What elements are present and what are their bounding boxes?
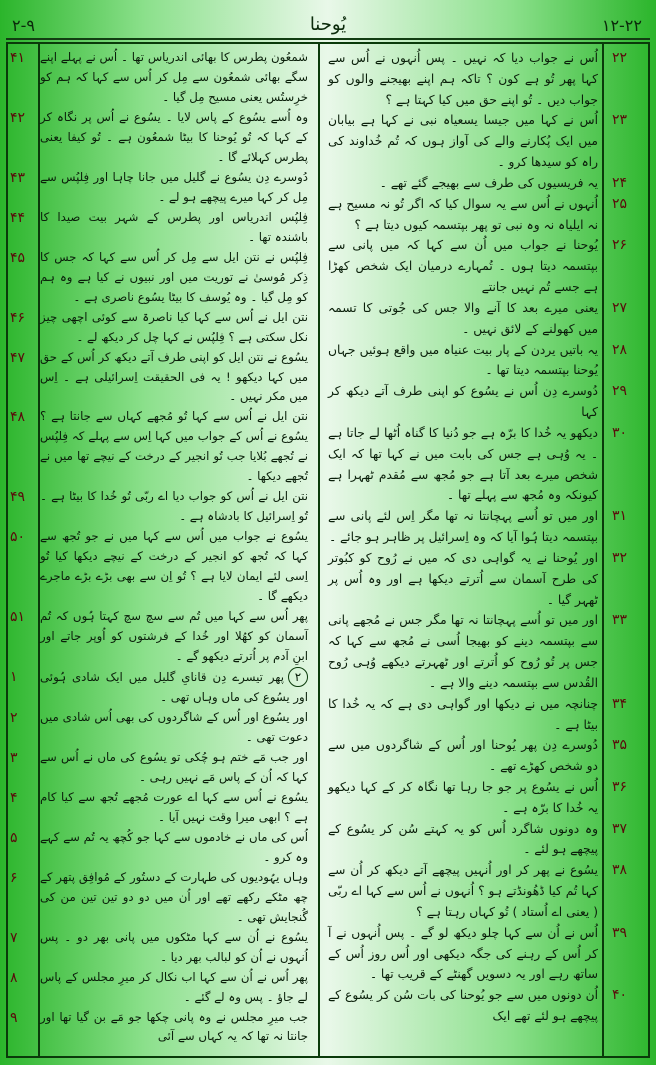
- verse-text: [40, 868, 308, 928]
- verse-body: اُس نے یسُوع پر جو جا رہا تھا نگاہ کر کے کہا دیکھو یہ خُدا کا برّہ ہے ۔: [328, 779, 598, 815]
- verse-body: اُس کی ماں نے خادموں سے کہا جو کُچھ یہ تُم سے کہے وہ کرو ۔: [40, 829, 308, 864]
- verse-number: ۲۹: [612, 383, 628, 400]
- verse-number: ۴۹: [10, 489, 26, 506]
- verse-number: ۵: [10, 829, 18, 846]
- verse-number: ۴۷: [10, 349, 26, 366]
- verse-number: ۲۲: [612, 50, 628, 66]
- verse-number: ۲۷: [612, 299, 628, 316]
- verse-body: یُوحنا نے جواب میں اُن سے کہا کہ میں پانی سے بپتسمہ دیتا ہوں ۔ تُمہارے درمیان ایک شخص کھڑا ہے جسے تُم نہیں جانتے: [328, 238, 598, 295]
- verse-body: دُوسرے دِن پھر یُوحنا اور اُس کے شاگردوں میں سے دو شخص کھڑے تھے ۔: [328, 738, 598, 774]
- chapter-range-right: ۱۲-۲۲: [601, 16, 642, 35]
- verse-text: [40, 108, 308, 168]
- verse-number: ۷: [10, 929, 18, 946]
- verse-text: [328, 860, 598, 922]
- verse-body: یسُوع نے نتن ایل کو اپنی طرف آتے دیکھ کر اُس کے حق میں کہا دیکھو ! یہ فی الحقیقت اِسرائیلی ہے ۔ اِس میں مکر نہیں ۔: [40, 349, 308, 404]
- verse-text: [328, 48, 598, 110]
- verse-number: ۳: [10, 749, 18, 766]
- verse-number: ۴۰: [612, 987, 628, 1004]
- verse-body: اور یُوحنا نے یہ گواہی دی کہ میں نے رُوح کو کبُوتر کی طرح آسمان سے اُترتے دیکھا ہے اور وہ اُس پر ٹھہر گیا ۔: [328, 550, 598, 607]
- verse-body: اور میں تو اُسے پہچانتا نہ تھا مگر جس نے مُجھے پانی سے بپتسمہ دینے کو بھیجا اُسی نے مُجھ سے کہا کہ جس پر تُو رُوح کو اُترتے اور ٹھہرتے دیکھے وُہی رُوح القُدس سے بپتسمہ دینے والا ہے ۔: [328, 613, 598, 690]
- verse-text: [40, 828, 308, 868]
- verse-text: [40, 308, 308, 348]
- verse-text: [40, 248, 308, 308]
- verse-body: پھر اُس سے کہا میں تُم سے سچ سچ کہتا ہُوں کہ تُم آسمان کو کھُلا اور خُدا کے فرشتوں کو اُوپر جاتے اور ابنِ آدم پر اُترتے دیکھو گے ۔: [40, 609, 308, 664]
- verse-text: [328, 194, 598, 236]
- verse-text: [40, 748, 308, 788]
- verse-body: چنانچہ میں نے دیکھا اور گواہی دی ہے کہ یہ خُدا کا بیٹا ہے ۔: [328, 696, 598, 732]
- verse-number: ۲۸: [612, 341, 628, 358]
- verse-text: [328, 548, 598, 610]
- verse-number: ۴۵: [10, 249, 26, 266]
- verse-body: یہ باتیں یردن کے پار بیت عنیاہ میں واقع ہوئیں جہاں یُوحنا بپتسمہ دیتا تھا ۔: [328, 342, 598, 378]
- verse-text: [328, 819, 598, 861]
- verse-number: ۸: [10, 969, 18, 986]
- verse-text: [328, 423, 598, 506]
- verse-text: [328, 506, 598, 548]
- verse-text: [40, 487, 308, 527]
- verse-body: دُوسرے دِن اُس نے یسُوع کو اپنی طرف آتے دیکھ کر کہا: [328, 384, 598, 420]
- verse-number: ۲۶: [612, 237, 628, 254]
- verse-body: وہ اُسے یسُوع کے پاس لایا ۔ یسُوع نے اُس پر نگاہ کر کے کہا کہ تُو یُوحنا کا بیٹا شمعُون ہے ۔ تُو کیفا یعنی پطرس کہلائے گا ۔: [40, 109, 308, 164]
- verse-text: [40, 527, 308, 607]
- verse-body: اور جب مَے ختم ہو چُکی تو یسُوع کی ماں نے اُس سے کہا کہ اُن کے پاس مَے نہیں رہی ۔: [40, 749, 308, 784]
- verse-body: جب میرِ مجلس نے وہ پانی چکھا جو مَے بن گیا تھا اور جانتا نہ تھا کہ یہ کہاں سے آئی: [40, 1009, 308, 1044]
- verse-body: یسُوع نے اُس سے کہا اے عورت مُجھے تُجھ سے کیا کام ہے ؟ ابھی میرا وقت نہیں آیا ۔: [40, 789, 308, 824]
- verse-text: [40, 168, 308, 208]
- verse-body: یسُوع نے اُن سے کہا مٹکوں میں پانی بھر دو ۔ پس اُنہوں نے اُن کو لبالب بھر دیا ۔: [40, 929, 308, 964]
- verse-number: ۳۱: [612, 508, 628, 525]
- verse-number: ۵۰: [10, 529, 26, 546]
- verse-text: [328, 298, 598, 340]
- verse-text: [40, 968, 308, 1008]
- verse-text: [328, 694, 598, 736]
- verse-body: اور میں تو اُسے پہچانتا نہ تھا مگر اِس لئے پانی سے بپتسمہ دیتا ہُوا آیا کہ وہ اِسرائیل پر ظاہر ہو جائے ۔: [328, 509, 598, 545]
- verse-number: ۴: [10, 789, 18, 806]
- verse-number: ۵۱: [10, 609, 26, 626]
- verse-number: ۳۶: [612, 778, 628, 795]
- verse-text: [40, 348, 308, 408]
- verse-number: ۳۰: [612, 424, 628, 441]
- verse-body: دُوسرے دِن یسُوع نے گلیل میں جانا چاہا اور فِلپُس سے مِل کر کہا میرے پیچھے ہو لے ۔: [40, 169, 308, 204]
- verse-text: [40, 208, 308, 248]
- verse-number: ۴۱: [10, 50, 26, 66]
- verse-body: دیکھو یہ خُدا کا برّہ ہے جو دُنیا کا گناہ اُٹھا لے جاتا ہے ۔ یہ وُہی ہے جس کی بابت میں نے کہا تھا کہ ایک شخص میرے بعد آتا ہے جو مُجھ سے مُقدم ٹھہرا ہے کیونکہ وہ مُجھ سے پہلے تھا ۔: [328, 425, 598, 503]
- verse-body: فِلپُس نے نتن ایل سے مِل کر اُس سے کہا کہ جس کا ذِکر مُوسیٰ نے توریت میں اور نبیوں نے کیا ہے وہ ہم کو مِل گیا ۔ وہ یُوسف کا بیٹا یسُوع ناصری ہے ۔: [40, 249, 308, 304]
- verse-number: ۴۴: [10, 209, 26, 226]
- verse-text: [328, 110, 598, 172]
- verse-number: ۲: [10, 709, 18, 726]
- right-text-column: [328, 48, 598, 1027]
- page-header: [6, 8, 650, 40]
- verse-text: [40, 607, 308, 667]
- verse-body: نتن ایل نے اُس کو جواب دیا اے ربّی تُو خُدا کا بیٹا ہے ۔ تُو اِسرائیل کا بادشاہ ہے ۔: [40, 489, 308, 524]
- verse-body: اُس نے کہا میں جیسا یسعیاہ نبی نے کہا ہے بیابان میں ایک پُکارنے والے کی آواز ہوں کہ تُم خُداوند کی راہ کو سیدھا کرو ۔: [328, 113, 598, 170]
- verse-text: [328, 735, 598, 777]
- verse-body: پھر اُس نے اُن سے کہا اب نکال کر میرِ مجلس کے پاس لے جاؤ ۔ پس وہ لے گئے ۔: [40, 969, 308, 1004]
- verse-text: [328, 610, 598, 693]
- verse-body: یسُوع نے جواب میں اُس سے کہا میں نے جو تُجھ سے کہا کہ تُجھ کو انجیر کے درخت کے نیچے دیکھا کیا تُو اِسی لئے ایمان لایا ہے ؟ تُو اِن سے بھی بڑے بڑے ماجرے دیکھے گا ۔: [40, 529, 308, 604]
- verse-body: فِلپُس اندریاس اور پطرس کے شہر بیت صیدا کا باشندہ تھا ۔: [40, 209, 308, 244]
- chapter-range-left: ۲-۹: [12, 16, 35, 35]
- verse-body: نتن ایل نے اُس سے کہا تُو مُجھے کہاں سے جانتا ہے ؟ یسُوع نے اُس کے جواب میں کہا اِس سے پہلے کہ فِلپُس نے تُجھے بُلایا جب تُو انجیر کے درخت کے نیچے تھا میں نے تُجھے دیکھا ۔: [40, 409, 308, 484]
- verse-text: [328, 985, 598, 1027]
- verse-text: [328, 235, 598, 297]
- verse-text: [40, 1008, 308, 1048]
- verse-body: اُنہوں نے اُس سے یہ سوال کیا کہ اگر تُو نہ مسیح ہے نہ ایلیاہ نہ وہ نبی تو پھر بپتسمہ کیوں دیتا ہے ؟: [328, 196, 598, 232]
- verse-text: [328, 923, 598, 985]
- verse-text: [328, 340, 598, 382]
- verse-body: اُس نے جواب دیا کہ نہیں ۔ پس اُنہوں نے اُس سے کہا پھر تُو ہے کون ؟ تاکہ ہم اپنے بھیجنے والوں کو جواب دیں ۔ تُو اپنے حق میں کیا کہتا ہے ؟: [328, 51, 598, 107]
- verse-body: شمعُون پطرس کا بھائی اندریاس تھا ۔ اُس نے پہلے اپنے سگے بھائی شمعُون سے مِل کر اُس سے کہا کہ ہم کو خرِستُس یعنی مسیح مِل گیا ۔: [40, 50, 308, 104]
- chapter-number: ۲: [288, 667, 308, 687]
- verse-body: اُن دونوں میں سے جو یُوحنا کی بات سُن کر یسُوع کے پیچھے ہو لئے تھے ایک: [328, 988, 598, 1024]
- verse-text: [328, 381, 598, 423]
- verse-body: یسُوع نے پھر کر اور اُنہیں پیچھے آتے دیکھ کر اُن سے کہا تُم کیا ڈھُونڈتے ہو ؟ اُنہوں نے اُس سے کہا اے ربّی ( یعنی اے اُستاد ) تُو کہاں رہتا ہے ؟: [328, 863, 598, 919]
- verse-number: ۳۲: [612, 549, 628, 566]
- verse-number: ۴۲: [10, 109, 26, 126]
- verse-body: اور یسُوع اور اُس کے شاگردوں کی بھی اُس شادی میں دعوت تھی ۔: [40, 709, 308, 744]
- left-text-column: [40, 48, 308, 1047]
- verse-text: [40, 48, 308, 108]
- verse-body: اُس نے اُن سے کہا چلو دیکھ لو گے ۔ پس اُنہوں نے آ کر اُس کے رہنے کی جگہ دیکھی اور اُس روز اُس کے ساتھ رہے اور یہ دسویں گھنٹے کے قریب تھا ۔: [328, 925, 598, 982]
- verse-number: ۳۸: [612, 862, 628, 879]
- verse-body: وہ دونوں شاگرد اُس کو یہ کہتے سُن کر یسُوع کے پیچھے ہو لئے ۔: [328, 821, 598, 857]
- verse-body: یعنی میرے بعد کا آنے والا جس کی جُوتی کا تسمہ میں کھولنے کے لائق نہیں ۔: [328, 300, 598, 336]
- left-verse-numbers: [8, 48, 38, 1048]
- verse-number: ۳۴: [612, 695, 628, 712]
- verse-text: [328, 173, 598, 194]
- verse-number: ۹: [10, 1009, 18, 1026]
- book-title: یُوحنا: [309, 14, 347, 35]
- verse-body: نتن ایل نے اُس سے کہا کیا ناصرۃ سے کوئی اچھی چیز نکل سکتی ہے ؟ فِلپُس نے کہا چل کر دیکھ لے ۔: [40, 309, 308, 344]
- verse-text: [40, 928, 308, 968]
- verse-text: [40, 788, 308, 828]
- verse-number: ۱: [10, 669, 18, 686]
- verse-number: ۴۸: [10, 409, 26, 426]
- verse-body: پھر تیسرے دِن قانایِ گلیل میں ایک شادی ہُوئی اور یسُوع کی ماں وہاں تھی ۔: [40, 670, 308, 704]
- verse-text: [40, 708, 308, 748]
- center-column-divider: [318, 42, 320, 1058]
- verse-text: [328, 777, 598, 819]
- verse-number: ۶: [10, 869, 18, 886]
- verse-number: ۳۹: [612, 924, 628, 941]
- verse-text: [40, 407, 308, 487]
- verse-number: ۳۷: [612, 820, 628, 837]
- right-verse-numbers: [604, 48, 644, 1048]
- verse-number: ۴۳: [10, 169, 26, 186]
- verse-number: ۳۵: [612, 737, 628, 754]
- verse-text: [40, 667, 308, 708]
- verse-number: ۲۳: [612, 112, 628, 129]
- verse-number: ۲۵: [612, 195, 628, 212]
- verse-number: ۳۳: [612, 612, 628, 629]
- verse-number: ۲۴: [612, 174, 628, 191]
- verse-body: یہ فریسیوں کی طرف سے بھیجے گئے تھے ۔: [379, 175, 598, 190]
- verse-number: ۴۶: [10, 309, 26, 326]
- verse-body: وہاں یہُودیوں کی طہارت کے دستُور کے مُوافِق پتھر کے چھ مٹکے رکھے تھے اور اُن میں دو دو تین تین من کی گُنجایش تھی ۔: [40, 869, 308, 924]
